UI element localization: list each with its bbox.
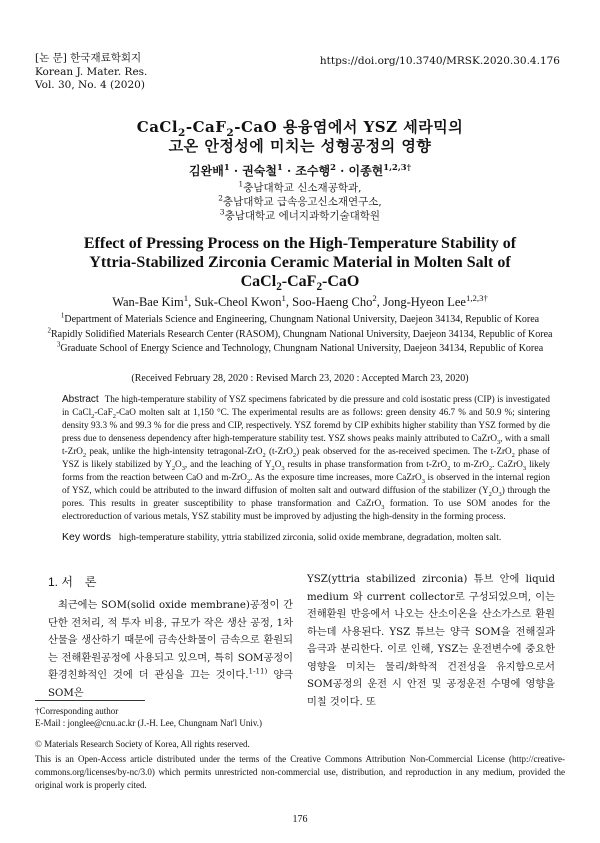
english-affiliation-2: $^2$Rapidly Solidified Materials Research Center (RASOM), Chungnam National University, Daejeon 34134, Republic of Korea [47,326,553,340]
journal-volume: Vol. 30, No. 4 (2020) [35,79,145,91]
english-title-line2: Yttria-Stabilized Zirconia Ceramic Material in Molten Salt of [89,254,511,271]
korean-affiliation-2: $^2$충남대학교 급속응고신소재연구소, [218,193,382,208]
doi-link[interactable]: https://doi.org/10.3740/MRSK.2020.30.4.176 [319,55,560,67]
journal-header [35,52,147,93]
korean-title-line1: CaCl$_2$-CaF$_2$-CaO 용융염에서 YSZ 세라믹의 [136,118,464,139]
korean-affiliation-3: $^3$충남대학교 에너지과학기술대학원 [219,207,381,222]
footnote-divider [35,700,145,701]
abstract [62,393,550,523]
copyright-notice: © Materials Research Society of Korea, All rights reserved. [35,739,250,749]
body-column-left: 최근에는 SOM(solid oxide membrane)공정이 간단한 전처리, 적 투자 비용, 규모가 작은 생산 공정, 1차 산물을 생산하기 때문에 금속산화물이 금속으로 환원되는 전해환원공정에 사용되고 있으며, 특히 SOM공정이 환경친화적인 것에 더 관심을 끄는 것이다.$^{1-11)}$ 양극 SOM은 [48,600,294,699]
english-title-line1: Effect of Pressing Process on the High-Temperature Stability of [83,235,517,252]
english-title-line3: CaCl$_2$-CaF$_2$-CaO [240,273,360,294]
corresponding-author-email[interactable]: E-Mail : jonglee@cnu.ac.kr (J.-H. Lee, Chungnam Nat'l Univ.) [35,718,263,728]
korean-affiliations [30,181,570,223]
english-affiliations [35,313,565,357]
received-dates: (Received February 28, 2020 : Revised March 23, 2020 : Accepted March 23, 2020) [131,373,469,384]
keywords-text: high-temperature stability, yttria stabilized zirconia, solid oxide membrane, degradation, molten salt. [119,533,502,543]
corresponding-author-note [35,705,262,729]
journal-name-english: Korean J. Mater. Res. [35,65,148,78]
english-affiliation-3: $^3$Graduate School of Energy Science and Technology, Chungnam National University, Daejeon 34134, Republic of Korea [56,340,544,354]
body-column-right: YSZ(yttria stabilized zirconia) 튜브 안에 liquid medium 와 current collector로 구성되었으며, 이는 전해환원 반응에서 나오는 산소이온을 산소가스로 환원하는데 사용된다. YSZ 튜브는 양극 SOM을 전해질과 음극과 분리한다. 이로 인해, YSZ는 운전변수에 중요한 영향을 미치는 물리/화학적 건전성을 유지함으로서 SOM공정의 운전 시 안전 및 공정운전 수명에 영향을 미칠 것이다. 또 [307,574,555,708]
abstract-text: The high-temperature stability of YSZ specimens fabricated by die pressure and cold isostatic press (CIP) is investigated in CaCl$_2$-CaF$_2$-CaO molten salt at 1,150 °C. The experimental results are as follows: green density 46.7 % and 50.9 %; sintering density 93.3 % and 99.3 % for die press and CIP, respectively. YSZ foremd by CIP exhibits higher stability than YSZ formed by die press due to denseness dependency after high-temperature stability test. YSZ shows peaks mainly attributed to CaZrO$_3$, with a small t-ZrO$_2$ peak, unlike the high-intensity tetragonal-ZrO$_2$ (t-ZrO$_2$) peak observed for the as-received specimen. The t-ZrO$_2$ phase of YSZ is likely stabilized by $Y_2O_3$, and the leaching of $Y_2O_3$ results in phase transformation from t-ZrO$_2$ to m-ZrO$_2$. CaZrO$_3$ likely forms from the reaction between CaO and m-ZrO$_2$. As the exposure time increases, more CaZrO$_3$ is observed in the internal region of YSZ, which could be attributed to the inward diffusion of molten salt and outward diffusion of the stabilizer $(Y_2O_3)$ through the pores. This results in greater susceptibility to phase transformation and CaZrO$_3$ formation. To use SOM anodes for the electroreduction of various metals, YSZ stability must be improved by adjusting the high-density in the forming process. [62,394,550,521]
corresponding-author-label: †Corresponding author [35,706,119,716]
korean-authors: 김완배$^1$ · 권숙철$^1$ · 조수행$^2$ · 이종현$^{1,2,3\dagger}$ [189,162,411,178]
keywords-label: Key words [62,531,112,543]
english-title [30,234,570,294]
korean-affiliation-1: $^1$충남대학교 신소재공학과, [238,179,362,194]
abstract-label: Abstract [62,394,99,405]
english-affiliation-1: $^1$Department of Materials Science and Engineering, Chungnam National University, Daejeon 34134, Republic of Korea [60,311,540,325]
korean-title [30,118,570,156]
license-notice: This is an Open-Access article distributed under the terms of the Creative Commons Attribution Non-Commercial License (http://creative-commons.org/licenses/by-nc/3.0) which permits unrestricted non-commercial use, distribution, and reproduction in any medium, provided the original work is properly cited. [35,754,565,790]
keywords [62,531,550,543]
korean-title-line2: 고온 안정성에 미치는 성형공정의 영향 [168,137,432,155]
page-number: 176 [292,814,308,825]
section-heading-introduction: 1. 서 론 [48,575,97,589]
english-authors: Wan-Bae Kim$^1$, Suk-Cheol Kwon$^1$, Soo-Haeng Cho$^2$, Jong-Hyeon Lee$^{1,2,3\dagger}$ [112,292,488,309]
journal-name-korean: [논 문] 한국재료학회지 [35,52,142,64]
